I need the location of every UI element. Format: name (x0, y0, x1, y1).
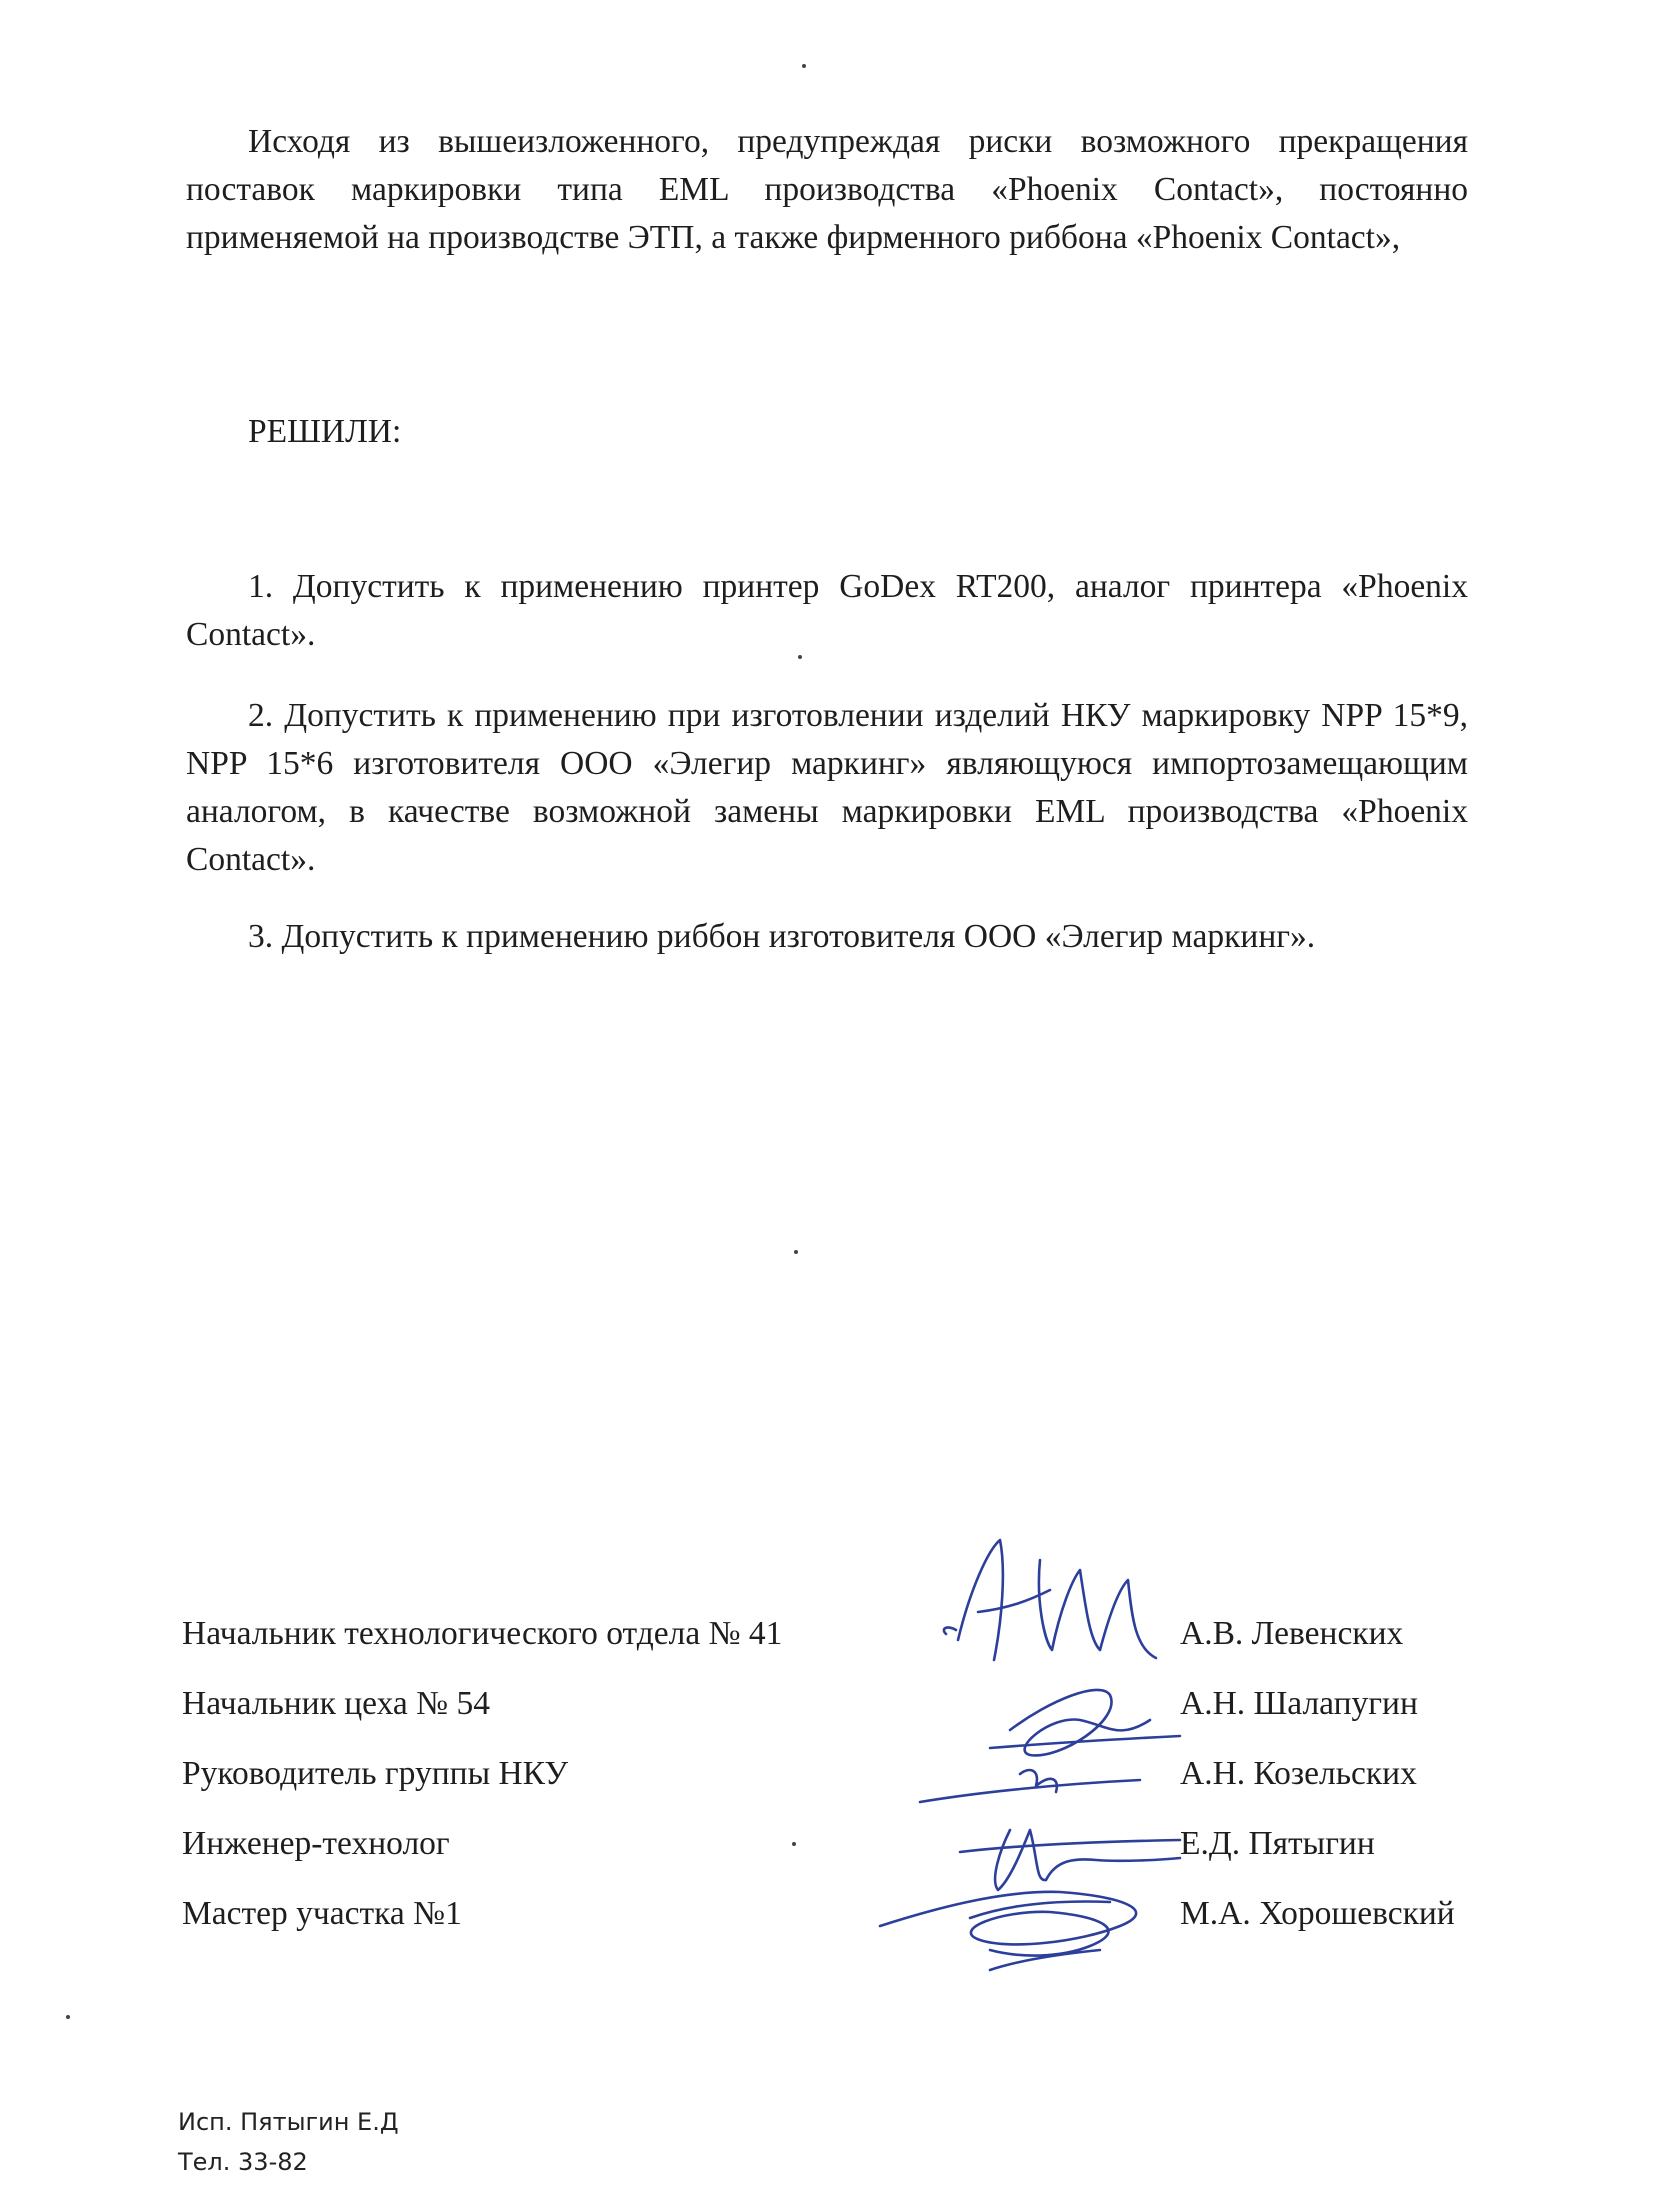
scan-speck (802, 64, 806, 68)
signature-5 (880, 1892, 1136, 1970)
signatory-name: А.В. Левенских (1180, 1615, 1404, 1652)
scan-speck (66, 2015, 70, 2019)
intro-paragraph: Исходя из вышеизложенного, предупреждая риски возможного прекращения поставок маркировки типа EML производства «Phoenix Contact», постоянно применяемой на производстве ЭТП, а также фирменного риббона «Phoenix Contact», (186, 123, 1468, 256)
signatory-role: Начальник технологического отдела № 41 (182, 1615, 783, 1652)
signatory-name: А.Н. Козельских (1180, 1755, 1417, 1792)
signature-1 (944, 1540, 1156, 1660)
signatory-name: А.Н. Шалапугин (1180, 1685, 1418, 1722)
signatory-row (0, 1890, 1680, 1938)
signatory-row (0, 1610, 1680, 1658)
signatory-name: М.А. Хорошевский (1180, 1895, 1455, 1932)
signatory-row (0, 1820, 1680, 1868)
signatory-row (0, 1750, 1680, 1798)
signature-2 (990, 1690, 1180, 1756)
signatory-role: Инженер-технолог (182, 1825, 450, 1862)
decision-heading: РЕШИЛИ: (248, 413, 402, 450)
decision-item-3: 3. Допустить к применению риббон изготовителя ООО «Элегир маркинг». (248, 918, 1316, 955)
executor-line: Исп. Пятыгин Е.Д (178, 2108, 399, 2136)
signatory-role: Начальник цеха № 54 (182, 1685, 490, 1722)
signatory-name: Е.Д. Пятыгин (1180, 1825, 1375, 1862)
signatory-role: Руководитель группы НКУ (182, 1755, 569, 1792)
signature-4 (960, 1830, 1180, 1890)
signature-3 (920, 1770, 1140, 1802)
signatory-row (0, 1680, 1680, 1728)
phone-line: Тел. 33-82 (178, 2148, 308, 2176)
signatory-role: Мастер участка №1 (182, 1895, 462, 1932)
handwritten-signatures (860, 1530, 1220, 1990)
scan-speck (794, 1250, 798, 1254)
decision-item-1: 1. Допустить к применению принтер GoDex RT200, аналог принтера «Phoenix Contact». (186, 568, 1468, 653)
decision-item-2: 2. Допустить к применению при изготовлении изделий НКУ маркировку NPP 15*9, NPP 15*6 изготовителя ООО «Элегир маркинг» являющуюся импортозамещающим аналогом, в качестве возможной замены маркировки EML производства «Phoenix Contact». (186, 697, 1468, 878)
